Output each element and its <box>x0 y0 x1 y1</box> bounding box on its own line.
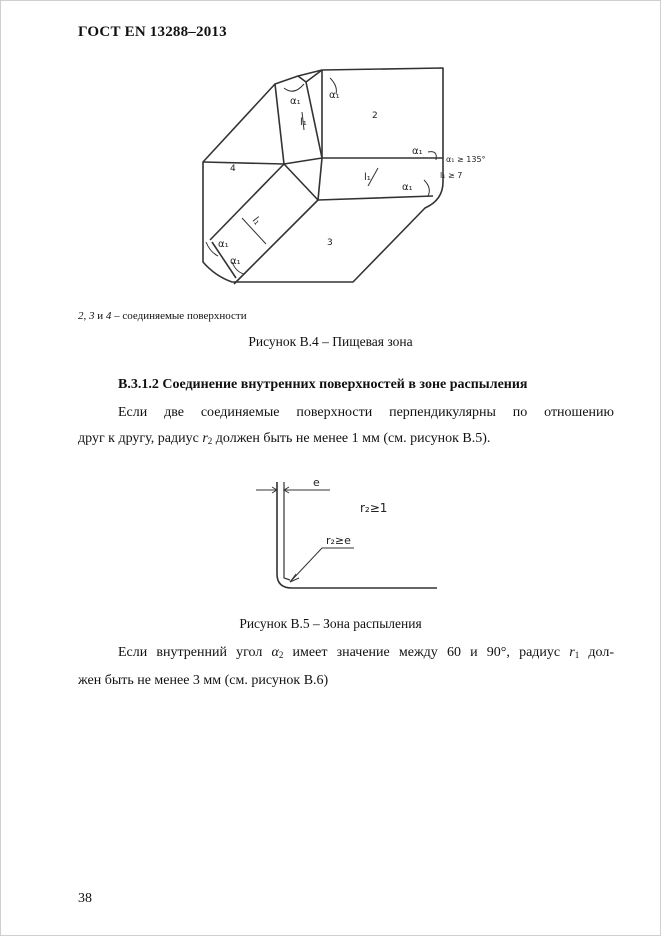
para1-line2 <box>78 426 614 454</box>
para1-line1: Если две соединяемые поверхности перпендикулярны по отношению <box>118 405 614 420</box>
alpha-label-2: α₁ <box>329 90 340 101</box>
r2e-arrowhead <box>290 574 299 582</box>
note-l1-text: l₁ ≥ 7 <box>440 171 463 180</box>
figure-b4-svg <box>190 62 486 290</box>
surface-3-label: 3 <box>327 238 333 248</box>
legend-n4: 4 <box>105 310 112 322</box>
wall-inner <box>284 482 290 580</box>
legend-n3: 3 <box>89 310 95 322</box>
figure-b4-drawing <box>190 62 486 290</box>
center-edges <box>284 158 433 200</box>
alpha-label-1: α₁ <box>290 96 301 107</box>
para2-line1 <box>78 640 614 668</box>
l1-label-mid: l₁ <box>364 172 371 183</box>
figure-b4-caption: Рисунок В.4 – Пищевая зона <box>248 334 413 349</box>
legend-n2: 2 <box>78 310 84 322</box>
paragraph-2 <box>78 640 614 694</box>
dim-arrow-right <box>284 487 296 493</box>
figure-b5-svg <box>250 470 450 595</box>
angle-arc-1 <box>284 84 304 91</box>
legend-and: и <box>94 310 106 322</box>
alpha-label-4: α₁ <box>402 182 413 193</box>
dim-arrow-left <box>256 487 277 493</box>
section-heading: В.3.1.2 Соединение внутренних поверхностей в зоне распыления <box>118 377 528 392</box>
para1-text-b: должен быть не менее 1 мм (см. рисунок В.5). <box>212 431 491 446</box>
para2-text-b: имеет значение между 60 и 90°, радиус <box>283 645 570 660</box>
l1-label-top: l₁ <box>300 117 307 128</box>
figure-b4-legend <box>78 310 247 322</box>
surface-4-label: 4 <box>230 164 236 174</box>
note-alpha: α₁ ≥ 135° <box>446 155 486 164</box>
para1-var: r <box>202 431 208 446</box>
document-header: ГОСТ EN 13288–2013 <box>78 24 227 40</box>
para1-sub: 2 <box>207 436 213 446</box>
legend-sep: , <box>83 310 89 322</box>
para2-var-alpha: α <box>271 645 279 660</box>
para2-sub-r: 1 <box>574 650 580 660</box>
angle-arc-4 <box>424 180 429 196</box>
alpha-label-6: α₁ <box>230 256 241 267</box>
r2-ge-1-label: r₂≥1 <box>360 501 388 515</box>
paragraph-1 <box>78 400 614 454</box>
e-label: e <box>313 476 320 489</box>
figure-b5-caption: Рисунок В.5 – Зона распыления <box>239 616 422 631</box>
legend-rest: – соединяемые поверхности <box>111 310 247 322</box>
wall-outer <box>277 482 437 588</box>
wedge-edges <box>275 70 322 164</box>
alpha-label-5: α₁ <box>218 239 229 250</box>
para2-sub-alpha: 2 <box>278 650 284 660</box>
para2-text-c: дол- <box>579 645 615 660</box>
alpha-label-3: α₁ <box>412 146 423 157</box>
para2-text-a: Если внутренний угол <box>118 645 272 660</box>
l1-label-left: l₁ <box>249 215 263 228</box>
r2e-leader <box>290 548 354 582</box>
para1-text-a: друг к другу, радиус <box>78 431 203 446</box>
para2-var-r: r <box>569 645 575 660</box>
r2-ge-e-label: r₂≥e <box>326 534 351 547</box>
outline <box>203 68 443 282</box>
page-number: 38 <box>78 891 92 906</box>
figure-b5-drawing <box>250 470 450 595</box>
para2-line2: жен быть не менее 3 мм (см. рисунок В.6) <box>78 673 329 688</box>
surface-2-label: 2 <box>372 111 378 121</box>
